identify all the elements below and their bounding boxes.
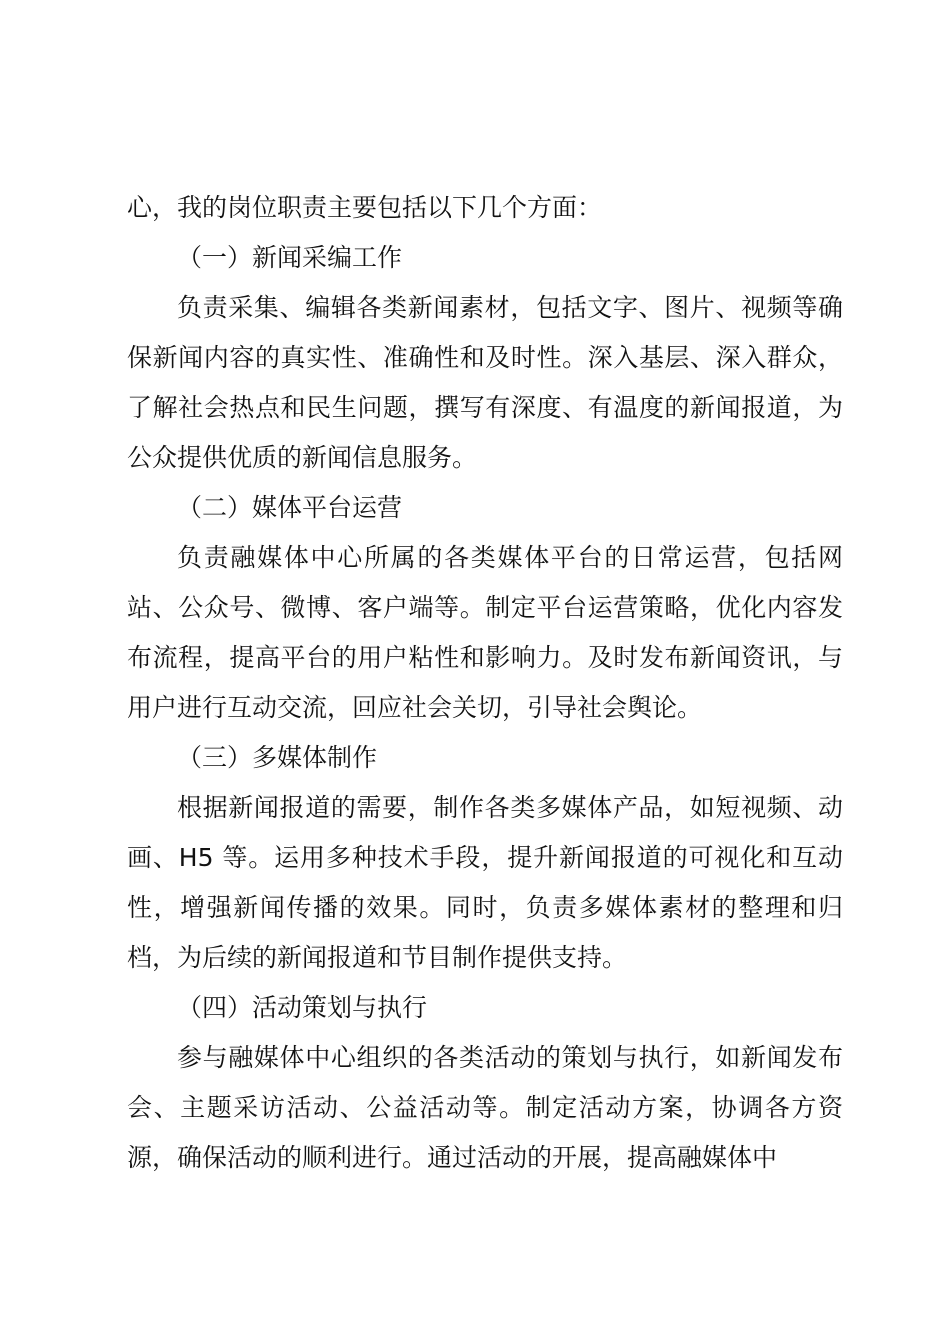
section-heading-3: （三）多媒体制作: [177, 743, 378, 772]
paragraph-news-editing: 负责采集、编辑各类新闻素材，包括文字、图片、视频等确保新闻内容的真实性、准确性和及时性。深入基层、深入群众，了解社会热点和民生问题，撰写有深度、有温度的新闻报道，为公众提供优质的新闻信息服务。: [127, 293, 843, 472]
paragraph-continued: 心，我的岗位职责主要包括以下几个方面：: [127, 193, 603, 222]
section-heading-2: （二）媒体平台运营: [177, 493, 403, 522]
paragraph-multimedia-production: 根据新闻报道的需要，制作各类多媒体产品，如短视频、动画、H5 等。运用多种技术手段，提升新闻报道的可视化和互动性，增强新闻传播的效果。同时，负责多媒体素材的整理和归档，为后续的新闻报道和节目制作提供支持。: [127, 793, 843, 972]
section-heading-4: （四）活动策划与执行: [177, 993, 428, 1022]
paragraph-event-planning: 参与融媒体中心组织的各类活动的策划与执行，如新闻发布会、主题采访活动、公益活动等。制定活动方案，协调各方资源，确保活动的顺利进行。通过活动的开展，提高融媒体中: [127, 1043, 843, 1172]
paragraph-platform-operation: 负责融媒体中心所属的各类媒体平台的日常运营，包括网站、公众号、微博、客户端等。制定平台运营策略，优化内容发布流程，提高平台的用户粘性和影响力。及时发布新闻资讯，与用户进行互动交流，回应社会关切，引导社会舆论。: [127, 543, 843, 722]
document-body: [127, 183, 843, 1183]
section-heading-1: （一）新闻采编工作: [177, 243, 403, 272]
